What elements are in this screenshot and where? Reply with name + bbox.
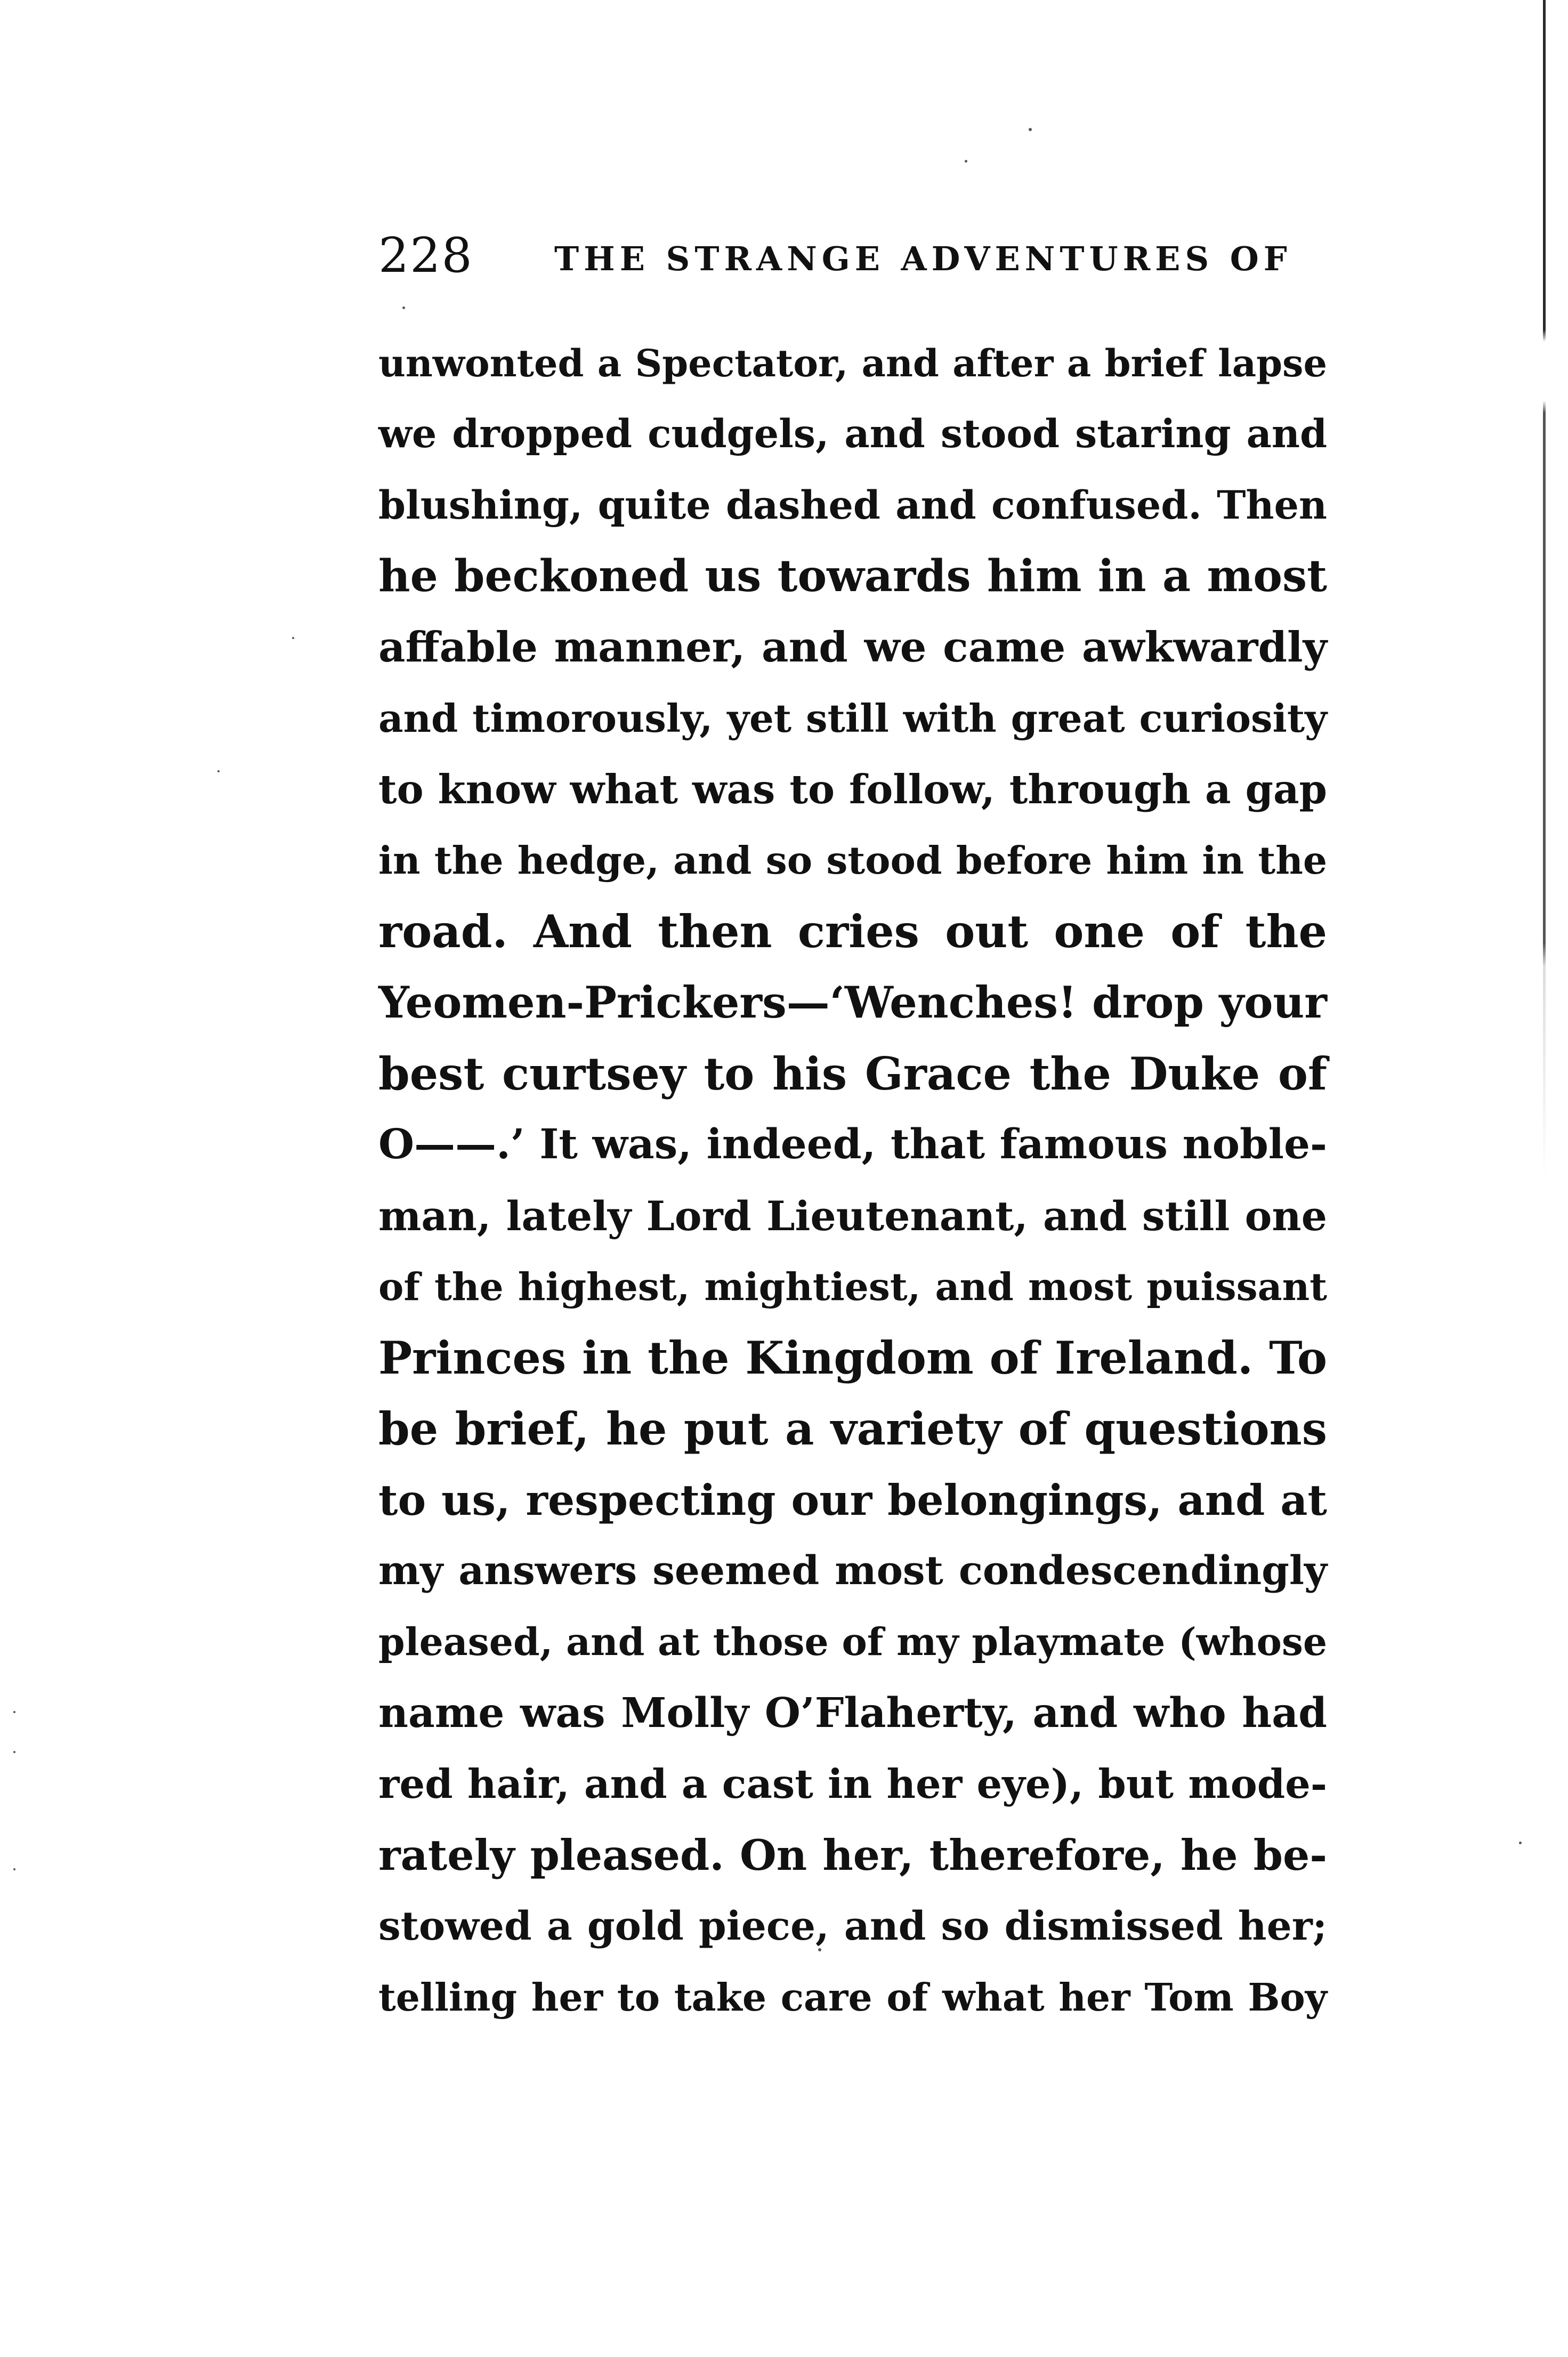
text-line: Princes in the Kingdom of Ireland. To: [378, 1331, 1327, 1385]
scan-speck: [13, 1711, 15, 1713]
text-line: we dropped cudgels, and stood staring and: [378, 411, 1327, 457]
text-line: O——.’ It was, indeed, that famous noble-: [378, 1120, 1327, 1169]
text-line: man, lately Lord Lieutenant, and still one: [378, 1192, 1327, 1240]
text-line: to us, respecting our belongings, and at: [378, 1475, 1327, 1525]
body-text: [378, 328, 1327, 2033]
text-line: be brief, he put a variety of questions: [378, 1402, 1327, 1456]
scan-speck: [217, 770, 220, 772]
text-line: telling her to take care of what her Tom Boy: [378, 1974, 1327, 2020]
scan-speck: [1519, 1842, 1522, 1844]
text-line: stowed a gold piece, and so dismissed her;: [378, 1903, 1327, 1949]
text-line: my answers seemed most condescendingly: [378, 1548, 1327, 1594]
scan-speck: [402, 306, 405, 309]
text-line: best curtsey to his Grace the Duke of: [378, 1047, 1327, 1100]
text-line: name was Molly O’Flaherty, and who had: [378, 1689, 1327, 1737]
scan-speck: [13, 1751, 15, 1753]
text-line: and timorously, yet still with great curiosity: [378, 696, 1327, 741]
text-line: unwonted a Spectator, and after a brief lapse: [378, 341, 1327, 385]
scan-speck: [1029, 128, 1032, 131]
page-header: [378, 227, 1364, 285]
page-number: 228: [378, 228, 473, 284]
text-line: of the highest, mightiest, and most puissant: [378, 1264, 1327, 1309]
text-line: affable manner, and we came awkwardly: [378, 623, 1327, 672]
text-line: red hair, and a cast in her eye), but mode-: [378, 1760, 1327, 1807]
text-line: to know what was to follow, through a gap: [378, 765, 1327, 813]
text-line: he beckoned us towards him in a most: [378, 550, 1327, 602]
running-head: THE STRANGE ADVENTURES OF: [554, 239, 1292, 278]
scan-speck: [965, 160, 967, 163]
text-line: pleased, and at those of my playmate (whose: [378, 1619, 1327, 1665]
scan-speck: [292, 637, 294, 639]
text-line: rately pleased. On her, therefore, he be-: [378, 1830, 1327, 1880]
text-line: road. And then cries out one of the: [378, 905, 1327, 958]
text-line: in the hedge, and so stood before him in the: [378, 838, 1327, 883]
text-line: Yeomen-Prickers—‘Wenches! drop your: [378, 977, 1327, 1028]
scan-speck: [13, 1868, 15, 1870]
text-line: blushing, quite dashed and confused. Then: [378, 482, 1327, 528]
page-edge-shadow: [1543, 0, 1546, 2357]
